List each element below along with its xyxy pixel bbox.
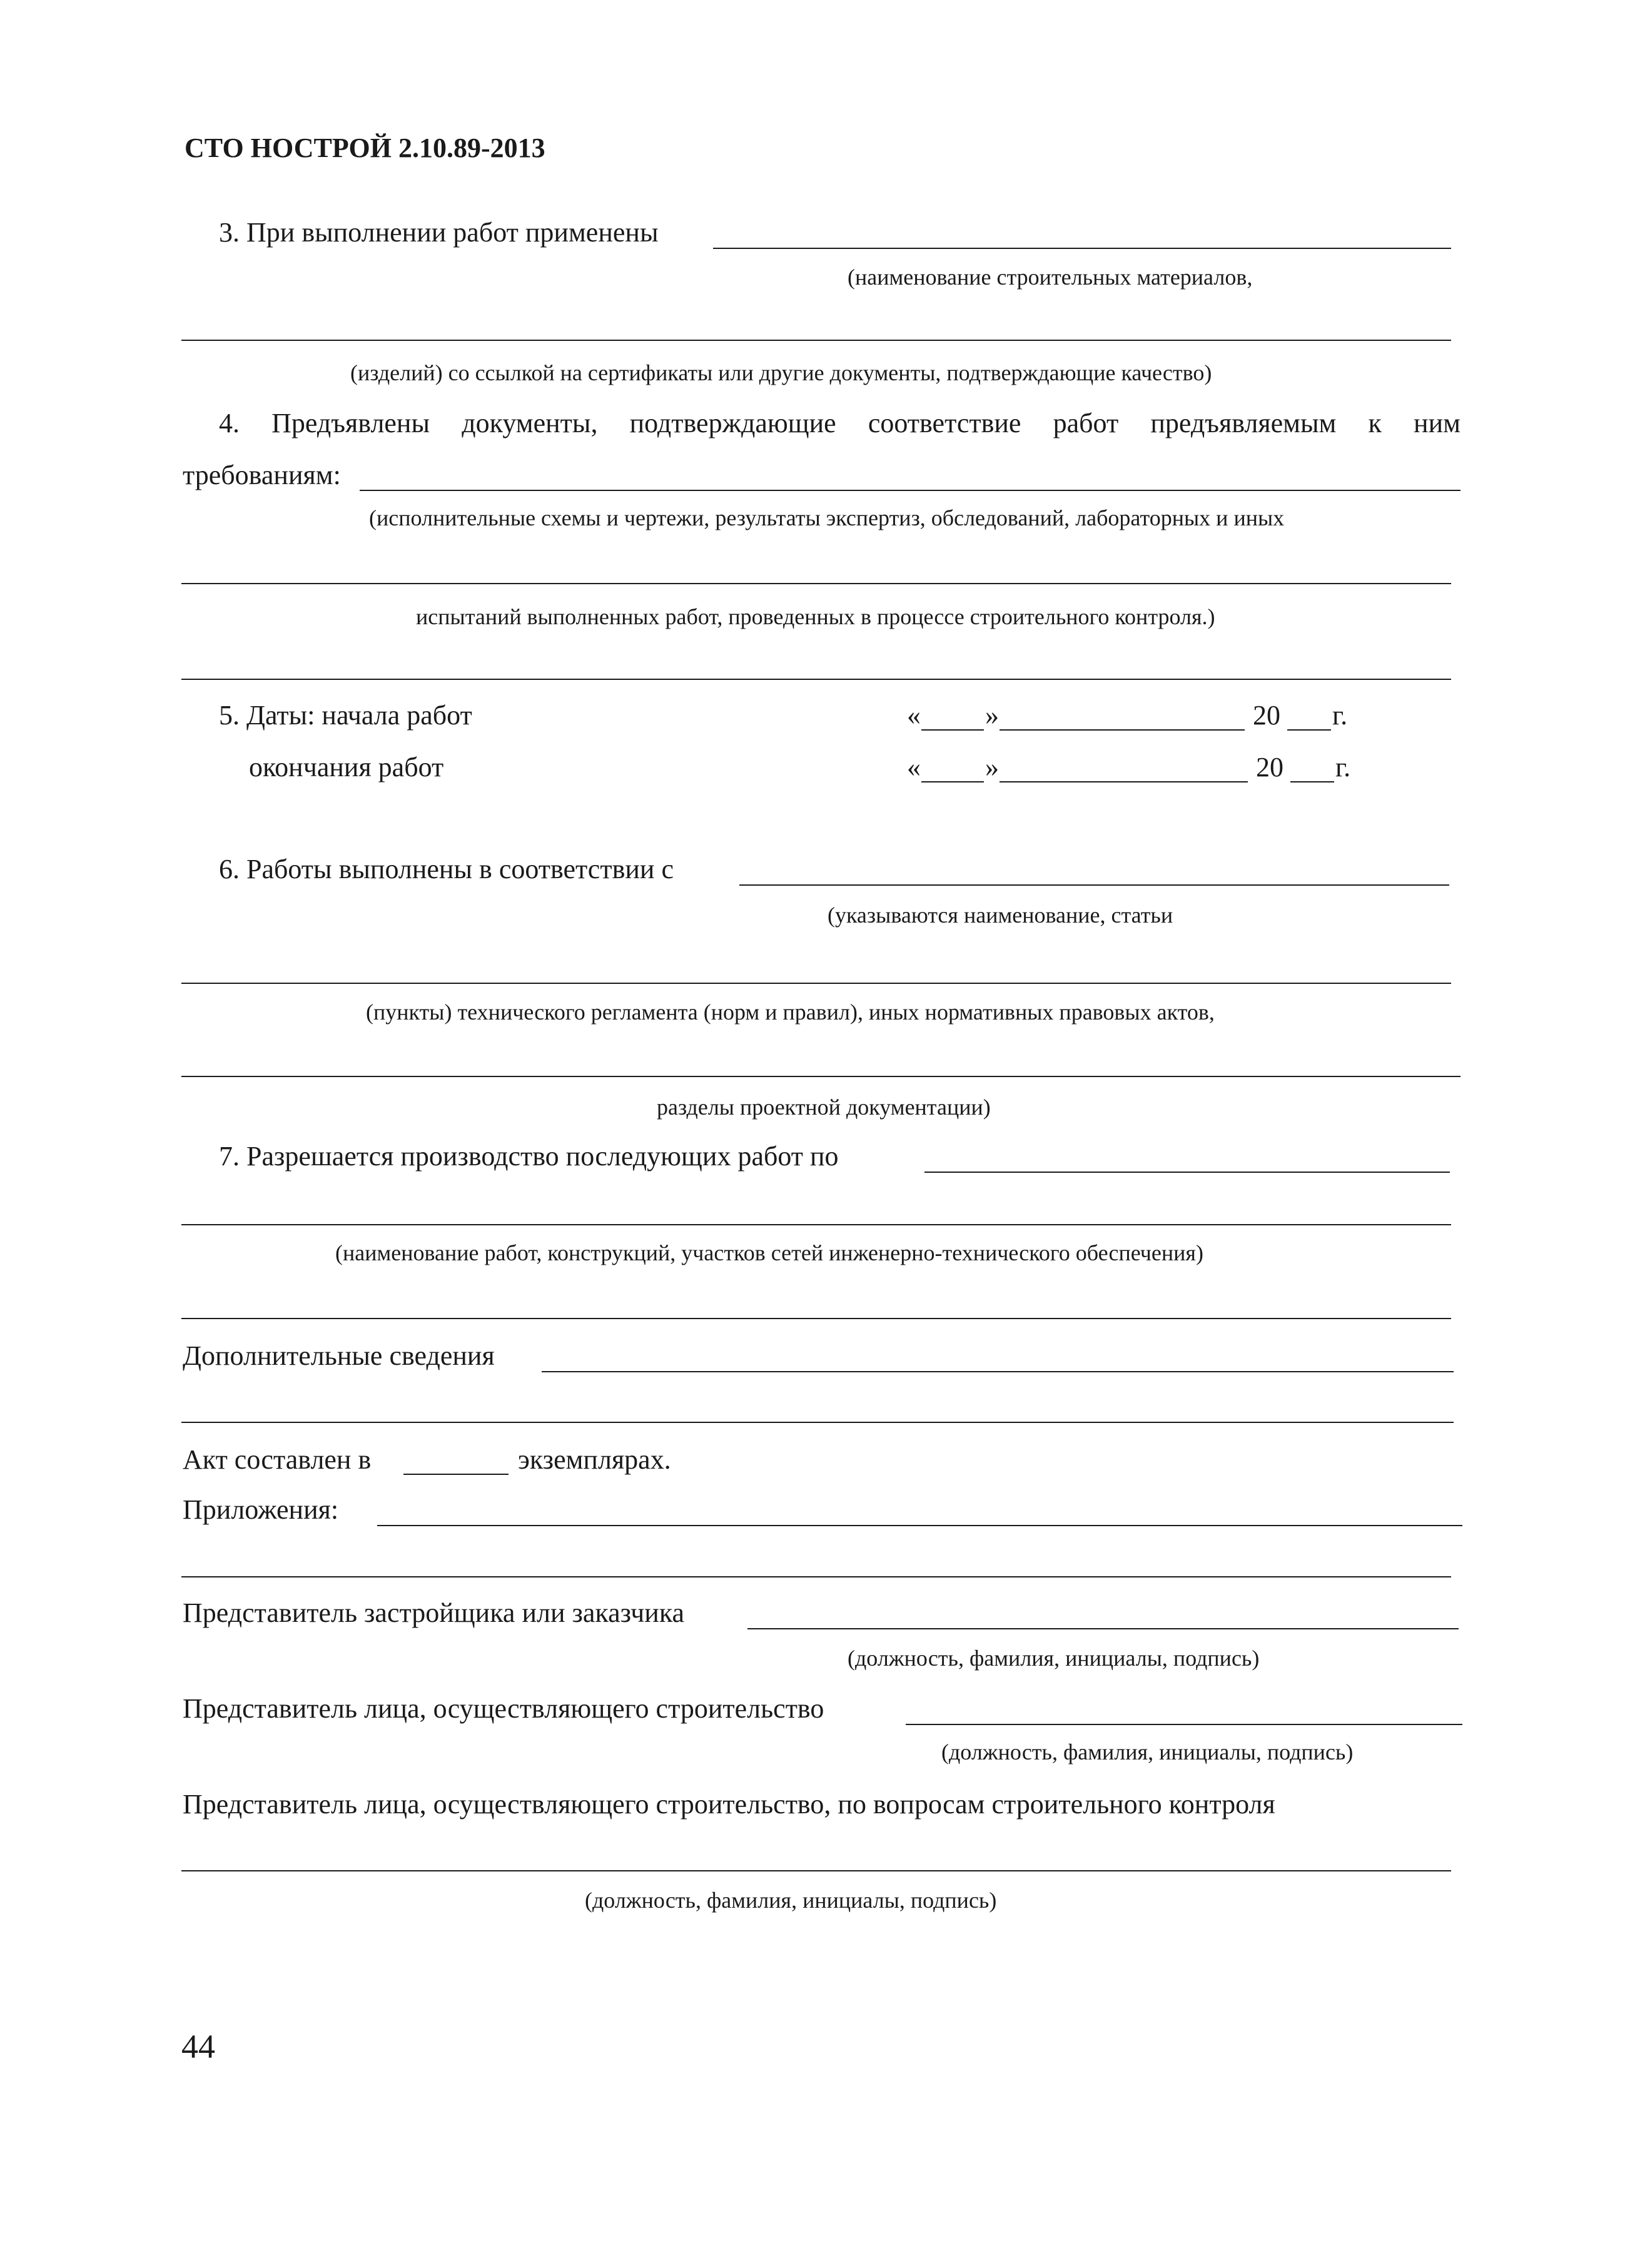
item7-next-works-field-2[interactable] bbox=[181, 1224, 1451, 1225]
attachments-field-2[interactable] bbox=[181, 1576, 1451, 1577]
start-year-field[interactable] bbox=[1287, 729, 1331, 731]
start-year-suffix: г. bbox=[1332, 700, 1348, 731]
item4-documents-field-2[interactable] bbox=[181, 583, 1451, 584]
copies-prefix: Акт составлен в bbox=[183, 1444, 372, 1475]
item3-label: 3. При выполнении работ применены bbox=[219, 217, 659, 248]
builder-control-rep-caption: (должность, фамилия, инициалы, подпись) bbox=[585, 1888, 997, 1913]
item4-documents-field[interactable] bbox=[360, 490, 1460, 491]
attachments-field[interactable] bbox=[377, 1525, 1462, 1526]
start-day-field[interactable] bbox=[921, 729, 984, 731]
item3-materials-field-2[interactable] bbox=[181, 340, 1451, 341]
end-open-quote: « bbox=[907, 752, 921, 782]
additional-info-label: Дополнительные сведения bbox=[183, 1340, 495, 1371]
item5-end-label: окончания работ bbox=[249, 752, 444, 782]
customer-rep-label: Представитель застройщика или заказчика bbox=[183, 1597, 685, 1628]
start-close-quote: » bbox=[985, 700, 999, 731]
end-day-field[interactable] bbox=[921, 781, 984, 782]
item6-compliance-field[interactable] bbox=[739, 884, 1449, 886]
end-month-field[interactable] bbox=[1000, 781, 1248, 782]
item6-compliance-field-3[interactable] bbox=[181, 1076, 1460, 1077]
copies-suffix: экземплярах. bbox=[518, 1444, 671, 1475]
item6-caption-2: (пункты) технического регламента (норм и правил), иных нормативных правовых актов, bbox=[366, 1000, 1215, 1025]
end-year-suffix: г. bbox=[1335, 752, 1351, 782]
item4-caption-1: (исполнительные схемы и чертежи, результаты экспертиз, обследований, лабораторных и иных bbox=[369, 505, 1285, 530]
item3-materials-field[interactable] bbox=[713, 248, 1451, 249]
item3-caption-2: (изделий) со ссылкой на сертификаты или другие документы, подтверждающие качество) bbox=[350, 360, 1212, 385]
builder-rep-caption: (должность, фамилия, инициалы, подпись) bbox=[941, 1739, 1354, 1764]
builder-control-rep-signature-field[interactable] bbox=[181, 1870, 1451, 1871]
start-open-quote: « bbox=[907, 700, 921, 731]
end-year-prefix: 20 bbox=[1256, 752, 1283, 782]
item6-label: 6. Работы выполнены в соответствии с bbox=[219, 854, 674, 884]
item7-caption-1: (наименование работ, конструкций, участков сетей инженерно-технического обеспечения) bbox=[335, 1240, 1203, 1265]
end-year-field[interactable] bbox=[1290, 781, 1334, 782]
attachments-label: Приложения: bbox=[183, 1494, 339, 1525]
item4-documents-field-3[interactable] bbox=[181, 679, 1451, 680]
start-year-prefix: 20 bbox=[1253, 700, 1280, 731]
item3-caption-1: (наименование строительных материалов, bbox=[848, 265, 1253, 290]
builder-rep-signature-field[interactable] bbox=[906, 1724, 1462, 1725]
builder-rep-label: Представитель лица, осуществляющего строительство bbox=[183, 1693, 824, 1724]
builder-control-rep-label: Представитель лица, осуществляющего строительство, по вопросам строительного контроля bbox=[183, 1789, 1275, 1820]
item7-next-works-field-3[interactable] bbox=[181, 1318, 1451, 1319]
item4-line1: 4. Предъявлены документы, подтверждающие соответствие работ предъявляемым к ним bbox=[219, 408, 1460, 438]
item7-next-works-field[interactable] bbox=[924, 1172, 1450, 1173]
item6-compliance-field-2[interactable] bbox=[181, 983, 1451, 984]
item5-start-label: 5. Даты: начала работ bbox=[219, 700, 472, 731]
customer-rep-signature-field[interactable] bbox=[747, 1628, 1459, 1629]
document-code-header: СТО НОСТРОЙ 2.10.89-2013 bbox=[185, 133, 545, 163]
additional-info-field-2[interactable] bbox=[181, 1422, 1454, 1423]
copies-count-field[interactable] bbox=[403, 1474, 509, 1475]
customer-rep-caption: (должность, фамилия, инициалы, подпись) bbox=[848, 1646, 1260, 1671]
end-close-quote: » bbox=[985, 752, 999, 782]
start-month-field[interactable] bbox=[1000, 729, 1245, 731]
item4-caption-2: испытаний выполненных работ, проведенных в процессе строительного контроля.) bbox=[416, 604, 1215, 629]
item6-caption-3: разделы проектной документации) bbox=[657, 1095, 991, 1120]
item7-label: 7. Разрешается производство последующих работ по bbox=[219, 1141, 839, 1172]
additional-info-field[interactable] bbox=[542, 1371, 1454, 1372]
item6-caption-1: (указываются наименование, статьи bbox=[828, 903, 1173, 928]
page-number: 44 bbox=[181, 2028, 215, 2065]
item4-line2: требованиям: bbox=[183, 460, 341, 490]
